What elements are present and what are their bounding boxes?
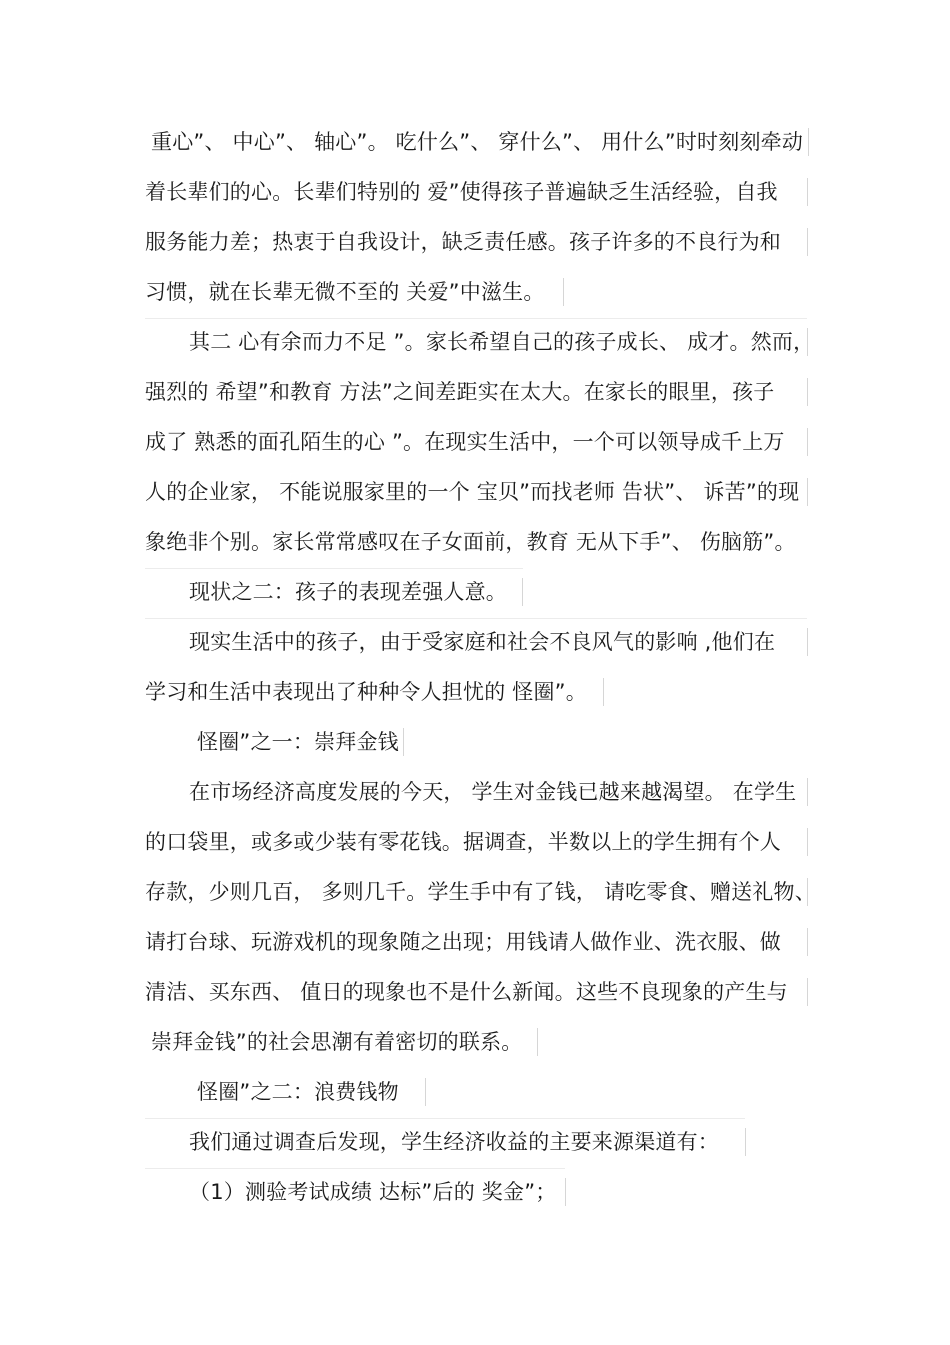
text-line-rule	[807, 178, 808, 206]
text-line-17-content: 请打台球、玩游戏机的现象随之出现；用钱请人做作业、洗衣服、做	[145, 930, 781, 954]
text-line-21-content: 我们通过调查后发现，学生经济收益的主要来源渠道有：	[189, 1130, 719, 1154]
text-line-rule	[807, 378, 808, 406]
text-line-15-content: 的口袋里，或多或少装有零花钱。据调查，半数以上的学生拥有个人	[145, 830, 781, 854]
text-line-rule	[807, 978, 808, 1006]
text-line-topline	[145, 618, 807, 619]
text-line-7-content: 成了 熟悉的面孔陌生的心 ”。在现实生活中，一个可以领导成千上万	[145, 430, 785, 454]
text-line-9	[145, 522, 807, 562]
text-line-topline	[145, 318, 807, 319]
text-line-1	[151, 122, 803, 162]
text-line-18	[145, 972, 807, 1012]
text-line-topline	[145, 1118, 745, 1119]
text-line-rule	[807, 328, 808, 356]
text-line-6-content: 强烈的 希望”和教育 方法”之间差距实在太大。在家长的眼里，孩子	[145, 380, 775, 404]
text-line-rule	[807, 228, 808, 256]
text-line-7	[145, 422, 807, 462]
text-line-rule	[745, 1128, 746, 1156]
text-line-1-content: 重心”、 中心”、 轴心”。 吃什么”、 穿什么”、 用什么”时时刻刻牵动	[151, 130, 804, 154]
text-line-rule	[807, 828, 808, 856]
text-line-rule	[807, 778, 808, 806]
text-line-rule	[603, 678, 604, 706]
text-line-5-content: 其二 心有余而力不足 ”。家长希望自己的孩子成长、 成才。然而，	[189, 330, 815, 354]
text-line-19-content: 崇拜金钱”的社会思潮有着密切的联系。	[151, 1030, 523, 1054]
text-line-8	[145, 472, 807, 512]
text-line-rule	[807, 928, 808, 956]
text-line-8-content: 人的企业家， 不能说服家里的一个 宝贝”而找老师 告状”、 诉苦”的现	[145, 480, 800, 504]
text-line-9-content: 象绝非个别。家长常常感叹在子女面前，教育 无从下手”、 伤脑筋”。	[145, 530, 796, 554]
text-line-3-content: 服务能力差；热衷于自我设计，缺乏责任感。孩子许多的不良行为和	[145, 230, 781, 254]
text-line-3	[145, 222, 807, 262]
text-line-20-content: 怪圈”之二：浪费钱物	[197, 1080, 399, 1104]
text-line-20	[145, 1072, 427, 1112]
text-line-16-content: 存款，少则几百， 多则几千。学生手中有了钱， 请吃零食、赠送礼物、	[145, 880, 816, 904]
text-line-10	[145, 572, 523, 612]
text-line-14	[145, 772, 807, 812]
text-line-rule	[808, 128, 809, 156]
text-line-18-content: 清洁、买东西、 值日的现象也不是什么新闻。这些不良现象的产生与	[145, 980, 788, 1004]
text-line-rule	[425, 1078, 426, 1106]
text-line-22	[145, 1172, 565, 1212]
text-line-5	[145, 322, 815, 362]
text-line-22-content: （1）测验考试成绩 达标”后的 奖金”；	[189, 1180, 557, 1204]
text-line-12	[145, 672, 605, 712]
text-line-rule	[563, 278, 564, 306]
text-line-16	[145, 872, 816, 912]
text-line-4	[145, 272, 565, 312]
text-line-11	[145, 622, 807, 662]
text-line-19	[151, 1022, 539, 1062]
text-line-21	[145, 1122, 745, 1162]
text-line-rule	[565, 1178, 566, 1206]
text-line-rule	[807, 428, 808, 456]
text-line-2	[145, 172, 807, 212]
text-line-topline	[145, 1168, 565, 1169]
text-line-2-content: 着长辈们的心。长辈们特别的 爱”使得孩子普遍缺乏生活经验，自我	[145, 180, 778, 204]
text-line-rule	[807, 478, 808, 506]
text-line-6	[145, 372, 807, 412]
text-line-rule	[537, 1028, 538, 1056]
text-line-rule	[403, 728, 404, 756]
text-line-15	[145, 822, 807, 862]
text-line-rule	[807, 628, 808, 656]
text-line-10-content: 现状之二：孩子的表现差强人意。	[189, 580, 507, 604]
text-line-11-content: 现实生活中的孩子，由于受家庭和社会不良风气的影响 ,他们在	[189, 630, 776, 654]
text-line-13	[145, 722, 405, 762]
text-line-topline	[145, 568, 523, 569]
text-line-17	[145, 922, 807, 962]
text-line-rule	[522, 578, 523, 606]
text-line-4-content: 习惯，就在长辈无微不至的 关爱”中滋生。	[145, 280, 545, 304]
text-line-rule	[807, 878, 808, 906]
text-line-14-content: 在市场经济高度发展的今天， 学生对金钱已越来越渴望。 在学生	[189, 780, 797, 804]
text-line-12-content: 学习和生活中表现出了种种令人担忧的 怪圈”。	[145, 680, 587, 704]
text-line-13-content: 怪圈”之一：崇拜金钱	[197, 730, 399, 754]
